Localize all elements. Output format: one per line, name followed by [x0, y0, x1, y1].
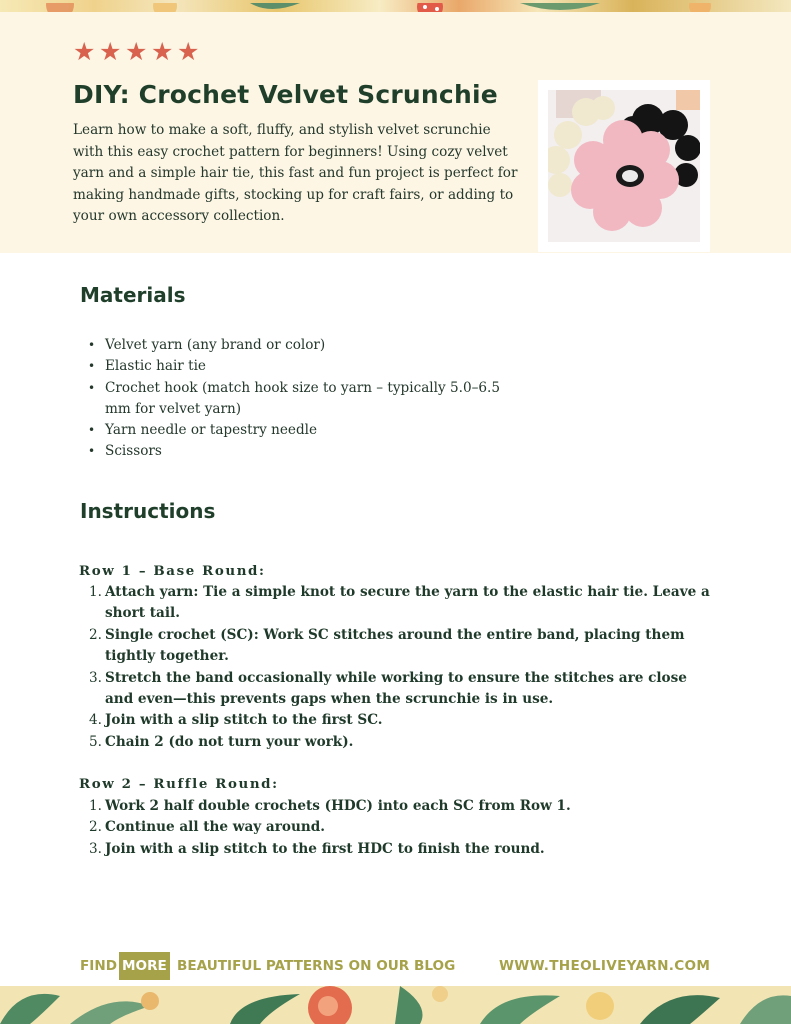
step-item: 1. Work 2 half double crochets (HDC) into each SC from Row 1. — [89, 798, 571, 814]
footer-website-link[interactable]: WWW.THEOLIVEYARN.COM — [499, 958, 711, 974]
list-item: • Crochet hook (match hook size to yarn – typically 5.0–6.5 mm for velvet yarn) — [105, 378, 505, 421]
intro-paragraph: Learn how to make a soft, fluffy, and stylish velvet scrunchie with this easy crochet pattern for beginners! Using cozy velvet yarn and a simple hair tie, this fast and fun project is perfect for making handmade gifts, stocking up for craft fairs, or adding to your own accessory collection. — [73, 122, 518, 224]
instructions-heading: Instructions — [80, 499, 216, 523]
row-1-steps — [89, 582, 715, 753]
list-item: • Scissors — [105, 441, 525, 462]
step-item: 4. Join with a slip stitch to the first SC. — [89, 712, 383, 729]
footer-find: FIND — [80, 958, 118, 974]
list-item: • Elastic hair tie — [105, 356, 525, 377]
footer-blog-link[interactable]: BEAUTIFUL PATTERNS ON OUR BLOG — [177, 958, 456, 974]
step-item: 3. Join with a slip stitch to the first HDC to finish the round. — [89, 840, 545, 857]
footer-more-badge[interactable]: MORE — [119, 952, 170, 980]
scrunchie-photo — [548, 90, 700, 242]
row-1-heading: Row 1 – Base Round: — [79, 563, 266, 579]
page-title: DIY: Crochet Velvet Scrunchie — [73, 80, 498, 109]
materials-list — [105, 335, 525, 463]
floral-border-bottom — [0, 986, 791, 1024]
floral-border-top — [0, 0, 791, 12]
star-icon: ★ — [73, 37, 96, 66]
star-icon: ★ — [125, 37, 148, 66]
star-icon: ★ — [99, 37, 122, 66]
step-item: 2. Continue all the way around. — [89, 819, 325, 836]
step-item: 3. Stretch the band occasionally while working to ensure the stitches are close and even—this prevents gaps when the scrunchie is in use. — [89, 669, 687, 708]
rating-stars — [73, 37, 200, 66]
list-item: • Yarn needle or tapestry needle — [105, 420, 525, 441]
list-item: • Velvet yarn (any brand or color) — [105, 335, 525, 356]
photo-frame — [538, 80, 710, 252]
row-2-heading: Row 2 – Ruffle Round: — [79, 776, 279, 792]
step-item: 5. Chain 2 (do not turn your work). — [89, 733, 354, 750]
star-icon: ★ — [151, 37, 174, 66]
step-item: 2. Single crochet (SC): Work SC stitches around the entire band, placing them tightly together. — [89, 626, 685, 665]
star-icon: ★ — [177, 37, 200, 66]
row-2-steps — [89, 796, 715, 860]
materials-heading: Materials — [80, 283, 186, 307]
step-item: 1. Attach yarn: Tie a simple knot to secure the yarn to the elastic hair tie. Leave a short tail. — [89, 584, 710, 622]
footer — [0, 950, 791, 986]
